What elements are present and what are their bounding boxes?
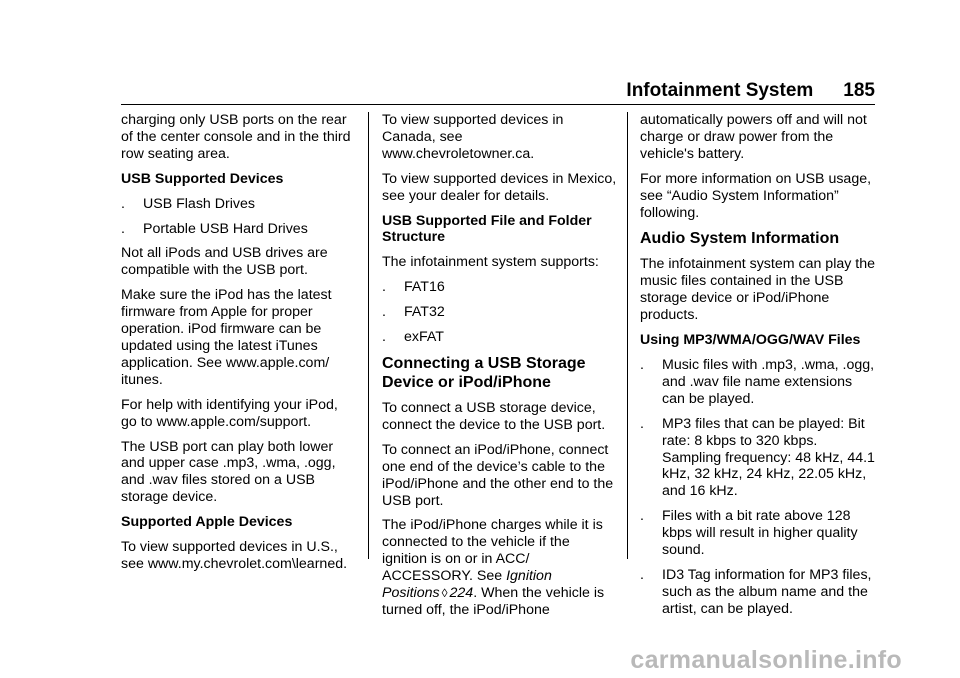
paragraph: charging only USB ports on the rear of the center console and in the third row seating area. (121, 112, 351, 162)
list-item: . exFAT (382, 329, 444, 346)
paragraph: The USB port can play both lower and upper case .mp3, .wma, .ogg, and .wav files stored on a USB storage device. (121, 438, 336, 506)
subheading-file-structure: USB Supported File and Folder Structure (382, 212, 592, 246)
subheading-using-files: Using MP3/WMA/OGG/WAV Files (640, 332, 861, 349)
watermark (0, 643, 960, 678)
heading-audio-info: Audio System Information (640, 230, 840, 248)
list-item: . USB Flash Drives (121, 195, 255, 212)
bullet-icon: . (382, 279, 386, 296)
bullet-icon: . (640, 566, 644, 583)
ignition-positions-link[interactable]: Ignition Positions (382, 568, 552, 602)
bullet-icon: . (640, 356, 644, 373)
bullet-icon: . (382, 329, 386, 346)
column-2 (382, 112, 618, 627)
list-item: . FAT32 (382, 304, 445, 321)
paragraph: Make sure the iPod has the latest firmware from Apple for proper operation. iPod firmware can be updated using the latest iTunes application. See www.apple.com/ itunes. (121, 287, 332, 388)
list-item: . ID3 Tag information for MP3 files, such as the album name and the artist, can be played. (640, 566, 872, 617)
watermark-text: carmanualsonline.info (630, 646, 902, 674)
section-title: Infotainment System (626, 80, 814, 101)
header-rule (121, 104, 875, 105)
bullet-icon: . (640, 415, 644, 432)
list-item: . Music files with .mp3, .wma, .ogg, and .wav file name extensions can be played. (640, 356, 875, 407)
list-item: . Files with a bit rate above 128 kbps will result in higher quality sound. (640, 508, 858, 559)
paragraph: The infotainment system can play the music files contained in the USB storage device or iPod/iPhone products. (640, 256, 876, 324)
page-header (0, 80, 875, 106)
subheading-usb-devices: USB Supported Devices (121, 170, 284, 187)
paragraph: To connect a USB storage device, connect the device to the USB port. (382, 399, 606, 433)
subheading-apple-devices: Supported Apple Devices (121, 514, 293, 531)
paragraph: The infotainment system supports: (382, 254, 599, 271)
paragraph: To view supported devices in Canada, see www.chevroletowner.ca. (382, 112, 564, 162)
paragraph: To view supported devices in Mexico, see your dealer for details. (382, 170, 617, 204)
heading-connecting: Connecting a USB Storage Device or iPod/iPhone (382, 354, 586, 391)
page-number: 185 (843, 80, 875, 101)
list-item: . FAT16 (382, 279, 445, 296)
paragraph: automatically powers off and will not charge or draw power from the vehicle's battery. (640, 112, 867, 162)
paragraph: To view supported devices in U.S., see www.my.chevrolet.com\learned. (121, 539, 348, 572)
column-3 (640, 112, 876, 626)
paragraph: For more information on USB usage, see “Audio System Information” following. (640, 170, 872, 221)
column-1 (121, 112, 357, 581)
bullet-icon: . (121, 195, 125, 212)
paragraph: The iPod/iPhone charges while it is connected to the vehicle if the ignition is on or in ACC/ ACCESSORY. See Ignition Positions ◊ 224. When the vehicle is turned off, the iPod/iPhone (382, 517, 605, 618)
bullet-icon: . (640, 508, 644, 525)
paragraph: Not all iPods and USB drives are compatible with the USB port. (121, 245, 328, 279)
bullet-icon: . (382, 304, 386, 321)
bullet-icon: . (121, 220, 125, 237)
page-ref-arrow-icon: ◊ (441, 586, 448, 601)
page-ref[interactable]: 224 (449, 585, 474, 602)
paragraph: For help with identifying your iPod, go to www.apple.com/support. (121, 396, 338, 430)
column-divider-1 (368, 112, 369, 559)
list-item: . MP3 files that can be played: Bit rate: 8 kbps to 320 kbps. Sampling frequency: 48 kHz, 44.1 kHz, 32 kHz, 24 kHz, 22.05 kHz, and 16 kHz. (640, 415, 875, 500)
paragraph: To connect an iPod/iPhone, connect one end of the device’s cable to the iPod/iPhone and the other end to the USB port. (382, 441, 614, 509)
list-item: . Portable USB Hard Drives (121, 220, 308, 237)
column-divider-2 (627, 112, 628, 559)
